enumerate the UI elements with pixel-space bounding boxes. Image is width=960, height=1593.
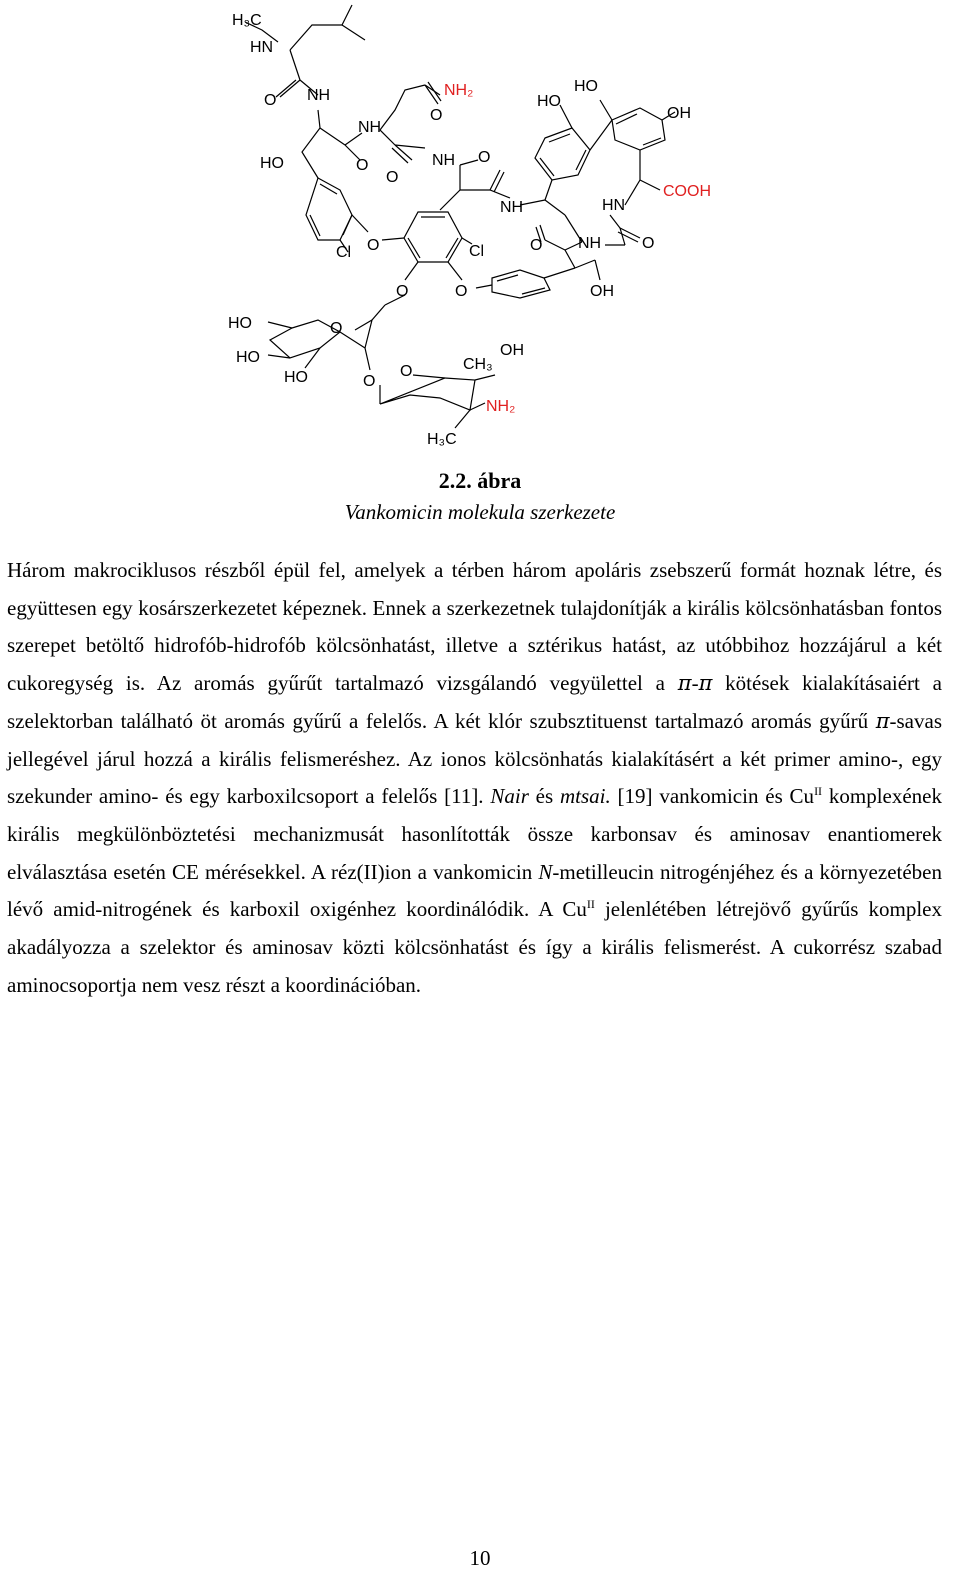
label-cooh: COOH — [663, 183, 711, 200]
vancomycin-structure-figure — [0, 0, 960, 460]
label-o-6: O — [530, 237, 543, 254]
label-nh-1: NH — [307, 87, 331, 104]
label-oh-3: OH — [500, 342, 524, 359]
label-ho-6: HO — [284, 369, 308, 386]
label-nh2-top: NH₂ — [444, 82, 474, 99]
structure-atom-labels — [228, 12, 711, 448]
label-o-4: O — [386, 169, 399, 186]
label-ho-5: HO — [236, 349, 260, 366]
label-o-2: O — [356, 157, 369, 174]
text-segment: Három makrociklusos részből épül fel, amelyek a térben három apoláris zsebszerű formát hoznak létre, és együttesen egy kosárszerkezetet képeznek. Ennek a szerkezetnek tulajdonítják a királis kölcsönhatásban fontos szerepet betöltő hidrofób-hidrofób kölcsönhatást, illetve a sztérikus hatást, az utóbbihoz hozzájárul a két cukoregység is. Az aromás gyűrűt tartalmazó vizsgálandó vegyülettel a — [7, 558, 942, 696]
figure-caption: Vankomicin molekula szerkezete — [344, 500, 616, 524]
paragraph — [7, 552, 942, 1004]
label-o-12: O — [330, 320, 343, 337]
pi-symbol: π — [698, 671, 713, 696]
label-ch3: CH₃ — [463, 356, 493, 373]
label-ho-3: HO — [574, 78, 598, 95]
label-o-8: O — [642, 235, 655, 252]
text-segment: kötések kialakításaiért a szelektorban található öt aromás gyűrű a felelős. A két klór szubsztituenst tartalmazó aromás gyűrű — [7, 671, 942, 733]
superscript: II — [586, 897, 595, 912]
label-cl-2: Cl — [469, 243, 485, 260]
italic-n: N — [538, 859, 553, 884]
text-segment: komplexének királis megkülönböztetési mechanizmusát hasonlították össze karbonsav és aminosav enantiomerek elválasztása esetén CE mérésekkel. A réz(II)ion a vankomicin — [7, 784, 942, 884]
pi-symbol: π — [677, 671, 692, 696]
label-nh-5: NH — [578, 235, 602, 252]
superscript: II — [814, 784, 823, 799]
text-segment: és — [528, 784, 560, 809]
label-hn-top: HN — [250, 39, 274, 56]
label-o-11: O — [455, 283, 468, 300]
dash: - — [691, 671, 699, 696]
author-etal: mtsai. — [559, 784, 611, 809]
label-o-14: O — [400, 363, 413, 380]
label-o-10: O — [396, 283, 409, 300]
text-segment: -metilleucin nitrogénjéhez és a környezetében lévő amid-nitrogének és karboxil oxigénhez koordinálódik. A Cu — [7, 859, 942, 922]
label-oh-2: OH — [590, 283, 614, 300]
label-ho-1: HO — [260, 155, 284, 172]
text-segment: jelenlétében létrejövő gyűrűs komplex akadályozza a szelektor és aminosav közti kölcsönhatást és így a királis felismerést. A cukorrész szabad aminocsoportja nem vesz részt a koordinációban. — [7, 897, 942, 997]
label-o-9: O — [367, 237, 380, 254]
pi-symbol: π — [875, 708, 890, 733]
label-h3c-bottom: H₃C — [427, 431, 457, 448]
label-oh-1: OH — [667, 105, 691, 122]
label-o-5: O — [478, 149, 491, 166]
label-h3c-top: H₃C — [232, 12, 262, 29]
body-paragraph — [7, 552, 942, 1004]
text-segment: [19] vankomicin és Cu — [610, 784, 815, 809]
figure-number: 2.2. ábra — [438, 468, 522, 493]
label-nh2-bottom: NH₂ — [486, 398, 516, 415]
label-nh-3: NH — [432, 152, 456, 169]
author-name: Nair — [490, 784, 529, 809]
label-o-1: O — [264, 92, 277, 109]
label-nh-4: NH — [500, 199, 524, 216]
label-ho-4: HO — [228, 315, 252, 332]
page-number: 10 — [469, 1546, 491, 1570]
label-cl-1: Cl — [336, 244, 352, 261]
label-hn-2: HN — [602, 197, 626, 214]
text-segment: -savas jellegével járul hozzá a királis felismeréshez. Az ionos kölcsönhatás kialakításért a két primer amino-, egy szekunder amino- és egy karboxilcsoport a felelős [11]. — [7, 708, 942, 809]
label-o-13: O — [363, 373, 376, 390]
structure-bonds — [245, 5, 675, 428]
label-nh-2: NH — [358, 119, 382, 136]
label-o-3: O — [430, 107, 443, 124]
label-ho-2: HO — [537, 93, 561, 110]
